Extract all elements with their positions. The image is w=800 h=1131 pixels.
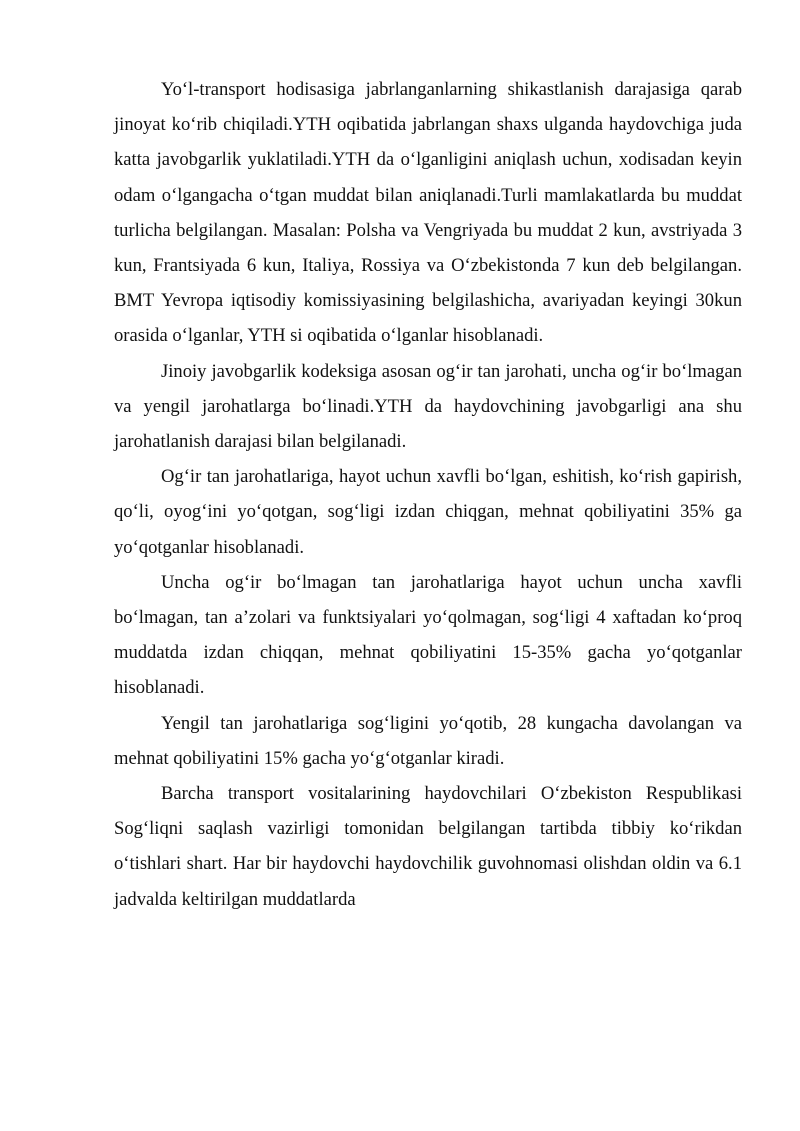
paragraph-2: Jinoiy javobgarlik kodeksiga asosan og‘ir tan jarohati, uncha og‘ir bo‘lmagan va yengil jarohatlarga bo‘linadi.YTH da haydovchining javobgarligi ana shu jarohatlanish darajasi bilan belgilanadi. bbox=[114, 360, 742, 453]
paragraph-4: Uncha og‘ir bo‘lmagan tan jarohatlariga hayot uchun uncha xavfli bo‘lmagan, tan a’zolari va funktsiyalari yo‘qolmagan, sog‘ligi 4 xaftadan ko‘proq muddatda izdan chiqqan, mehnat qobiliyatini 15-35% gacha yo‘qotganlar hisoblanadi. bbox=[114, 571, 742, 699]
paragraph-1: Yo‘l-transport hodisasiga jabrlanganlarning shikastlanish darajasiga qarab jinoyat ko‘rib chiqiladi.YTH oqibatida jabrlangan shaxs ulganda haydovchiga juda katta javobgarlik yuklatiladi.YTH da o‘lganligini aniqlash uchun, xodisadan keyin odam o‘lgangacha o‘tgan muddat bilan aniqlanadi.Turli mamlakatlarda bu muddat turlicha belgilangan. Masalan: Polsha va Vengriyada bu muddat 2 kun, avstriyada 3 kun, Frantsiyada 6 kun, Italiya, Rossiya va O‘zbekistonda 7 kun deb belgilangan. BMT Yevropa iqtisodiy komissiyasining belgilashicha, avariyadan keyingi 30kun orasida o‘lganlar, YTH si oqibatida o‘lganlar hisoblanadi. bbox=[114, 79, 742, 347]
paragraph-5: Yengil tan jarohatlariga sog‘ligini yo‘qotib, 28 kungacha davolangan va mehnat qobiliyatini 15% gacha yo‘g‘otganlar kiradi. bbox=[114, 712, 742, 769]
paragraph-3: Og‘ir tan jarohatlariga, hayot uchun xavfli bo‘lgan, eshitish, ko‘rish gapirish, qo‘li, oyog‘ini yo‘qotgan, sog‘ligi izdan chiqgan, mehnat qobiliyatini 35% ga yo‘qotganlar hisoblanadi. bbox=[114, 466, 742, 558]
document-page bbox=[114, 72, 742, 917]
paragraph-6: Barcha transport vositalarining haydovchilari O‘zbekiston Respublikasi Sog‘liqni saqlash vazirligi tomonidan belgilangan tartibda tibbiy ko‘rikdan o‘tishlari shart. Har bir haydovchi haydovchilik guvohnomasi olishdan oldin va 6.1 jadvalda keltirilgan muddatlarda bbox=[114, 783, 742, 910]
